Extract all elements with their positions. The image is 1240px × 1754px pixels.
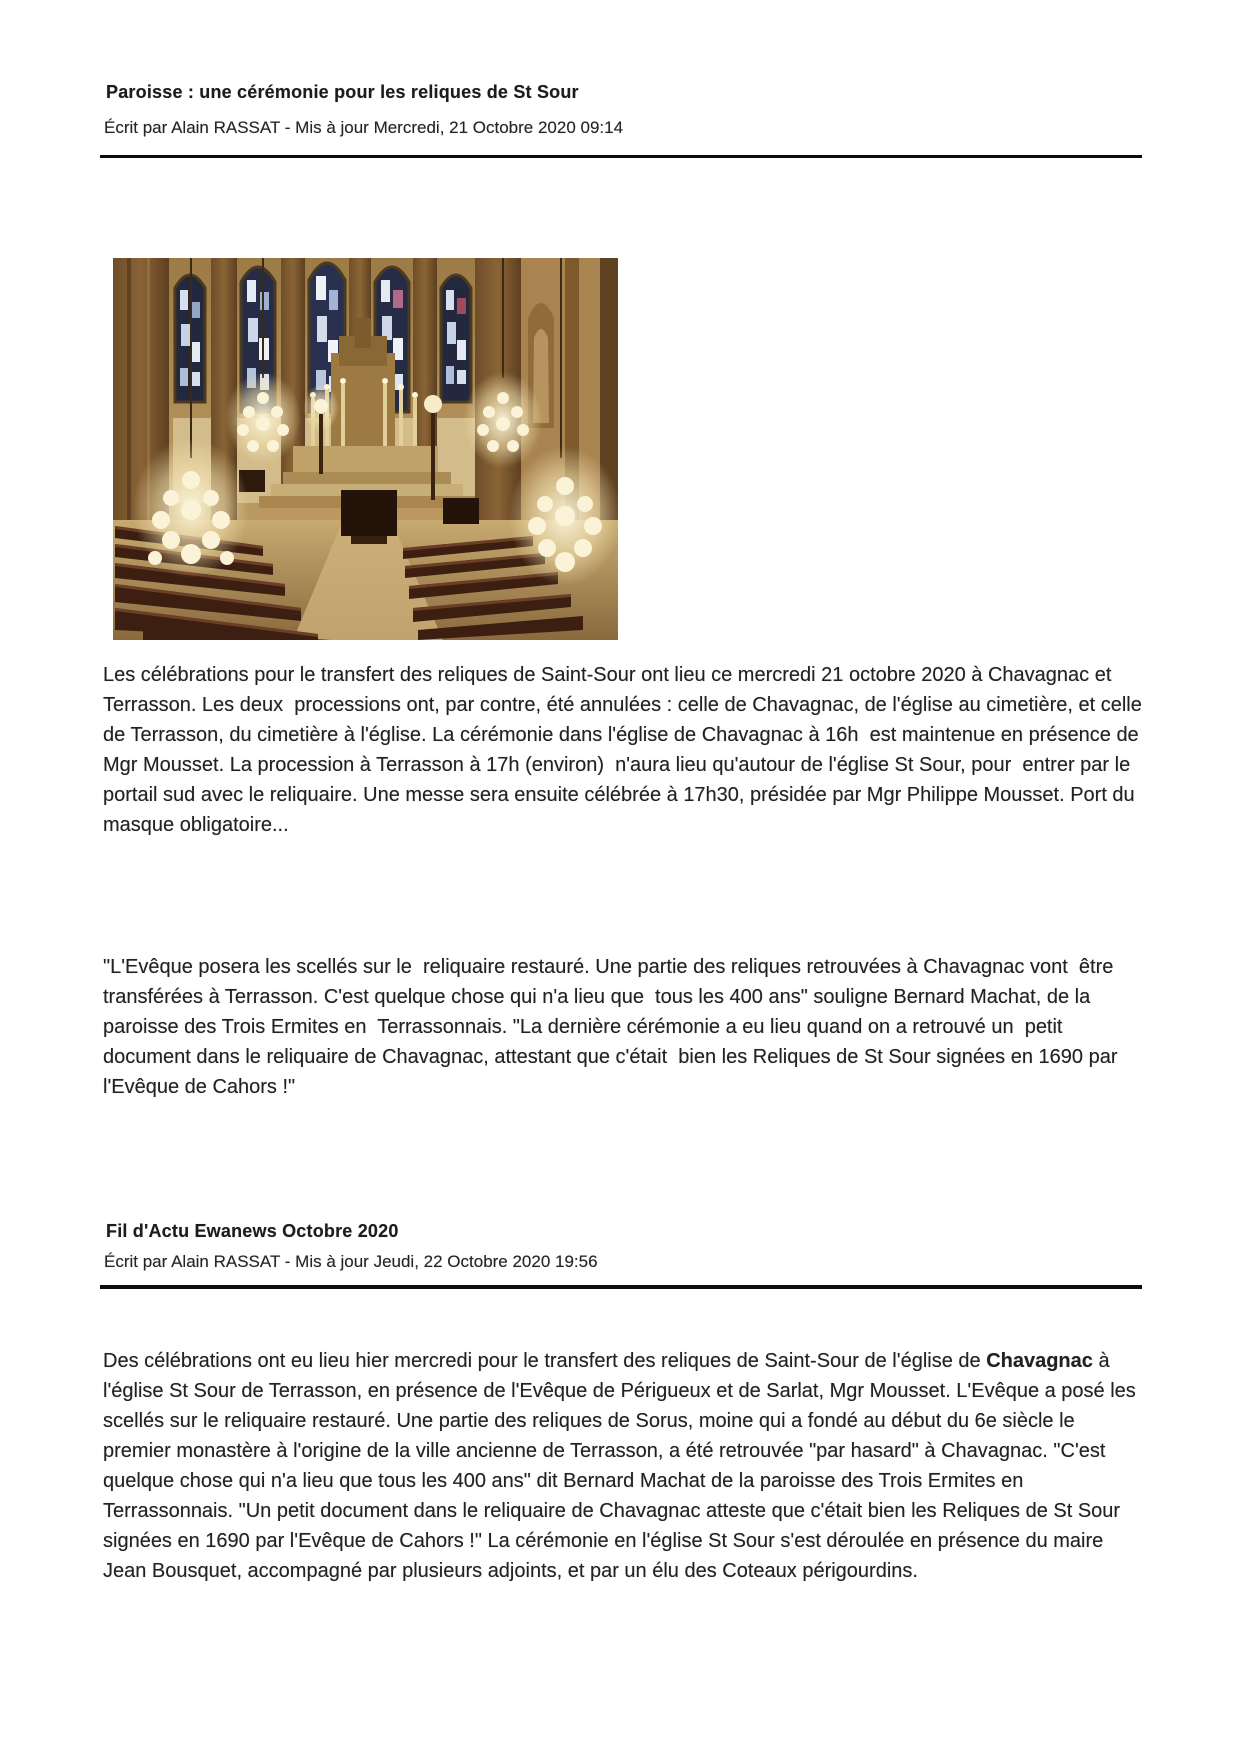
article-title-1: Paroisse : une cérémonie pour les reliques de St Sour bbox=[106, 82, 579, 103]
church-interior-illustration bbox=[113, 258, 618, 640]
article2-bold-place-name: Chavagnac bbox=[986, 1350, 1093, 1372]
church-interior-photo bbox=[113, 258, 618, 640]
article-title-2: Fil d'Actu Ewanews Octobre 2020 bbox=[106, 1220, 399, 1241]
horizontal-rule-1 bbox=[100, 155, 1142, 158]
article2-text-after-bold: à l'église St Sour de Terrasson, en présence de l'Evêque de Périgueux et de Sarlat, Mgr Mousset. L'Evêque a posé les scellés sur le reliquaire restauré. Une partie des reliques de Sorus, moine qui a fondé au début du 6e siècle le premier monastère à l'origine de la ville ancienne de Terrasson, a été retrouvée "par hasard" à Chavagnac. "C'est quelque chose qui n'a lieu que tous les 400 ans" dit Bernard Machat de la paroisse des Trois Ermites en Terrassonnais. "Un petit document dans le reliquaire de Chavagnac atteste que c'était bien les Reliques de St Sour signées en 1690 par l'Evêque de Cahors !" La cérémonie en l'église St Sour s'est déroulée en présence du maire Jean Bousquet, accompagné par plusieurs adjoints, et par un élu des Coteaux périgourdins. bbox=[103, 1350, 1142, 1582]
article1-paragraph-2: "L'Evêque posera les scellés sur le reliquaire restauré. Une partie des reliques retrouvées à Chavagnac vont être transférées à Terrasson. C'est quelque chose qui n'a lieu que tous les 400 ans" souligne Bernard Machat, de la paroisse des Trois Ermites en Terrassonnais. "La dernière cérémonie a eu lieu quand on a retrouvé un petit document dans le reliquaire de Chavagnac, attestant que c'était bien les Reliques de St Sour signées en 1690 par l'Evêque de Cahors !" bbox=[103, 956, 1124, 1098]
article-byline-1: Écrit par Alain RASSAT - Mis à jour Mercredi, 21 Octobre 2020 09:14 bbox=[104, 118, 624, 137]
article1-paragraph-1: Les célébrations pour le transfert des reliques de Saint-Sour ont lieu ce mercredi 21 octobre 2020 à Chavagnac et Terrasson. Les deux processions ont, par contre, été annulées : celle de Chavagnac, de l'église au cimetière, et celle de Terrasson, du cimetière à l'église. La cérémonie dans l'église de Chavagnac à 16h est maintenue en présence de Mgr Mousset. La procession à Terrasson à 17h (environ) n'aura lieu qu'autour de l'église St Sour, pour entrer par le portail sud avec le reliquaire. Une messe sera ensuite célébrée à 17h30, présidée par Mgr Philippe Mousset. Port du masque obligatoire... bbox=[103, 664, 1148, 836]
article-byline-2: Écrit par Alain RASSAT - Mis à jour Jeudi, 22 Octobre 2020 19:56 bbox=[104, 1252, 598, 1271]
horizontal-rule-2 bbox=[100, 1285, 1142, 1289]
article2-paragraph bbox=[103, 1346, 1148, 1586]
article2-text-before-bold: Des célébrations ont eu lieu hier mercredi pour le transfert des reliques de Saint-Sour de l'église de bbox=[103, 1350, 987, 1372]
